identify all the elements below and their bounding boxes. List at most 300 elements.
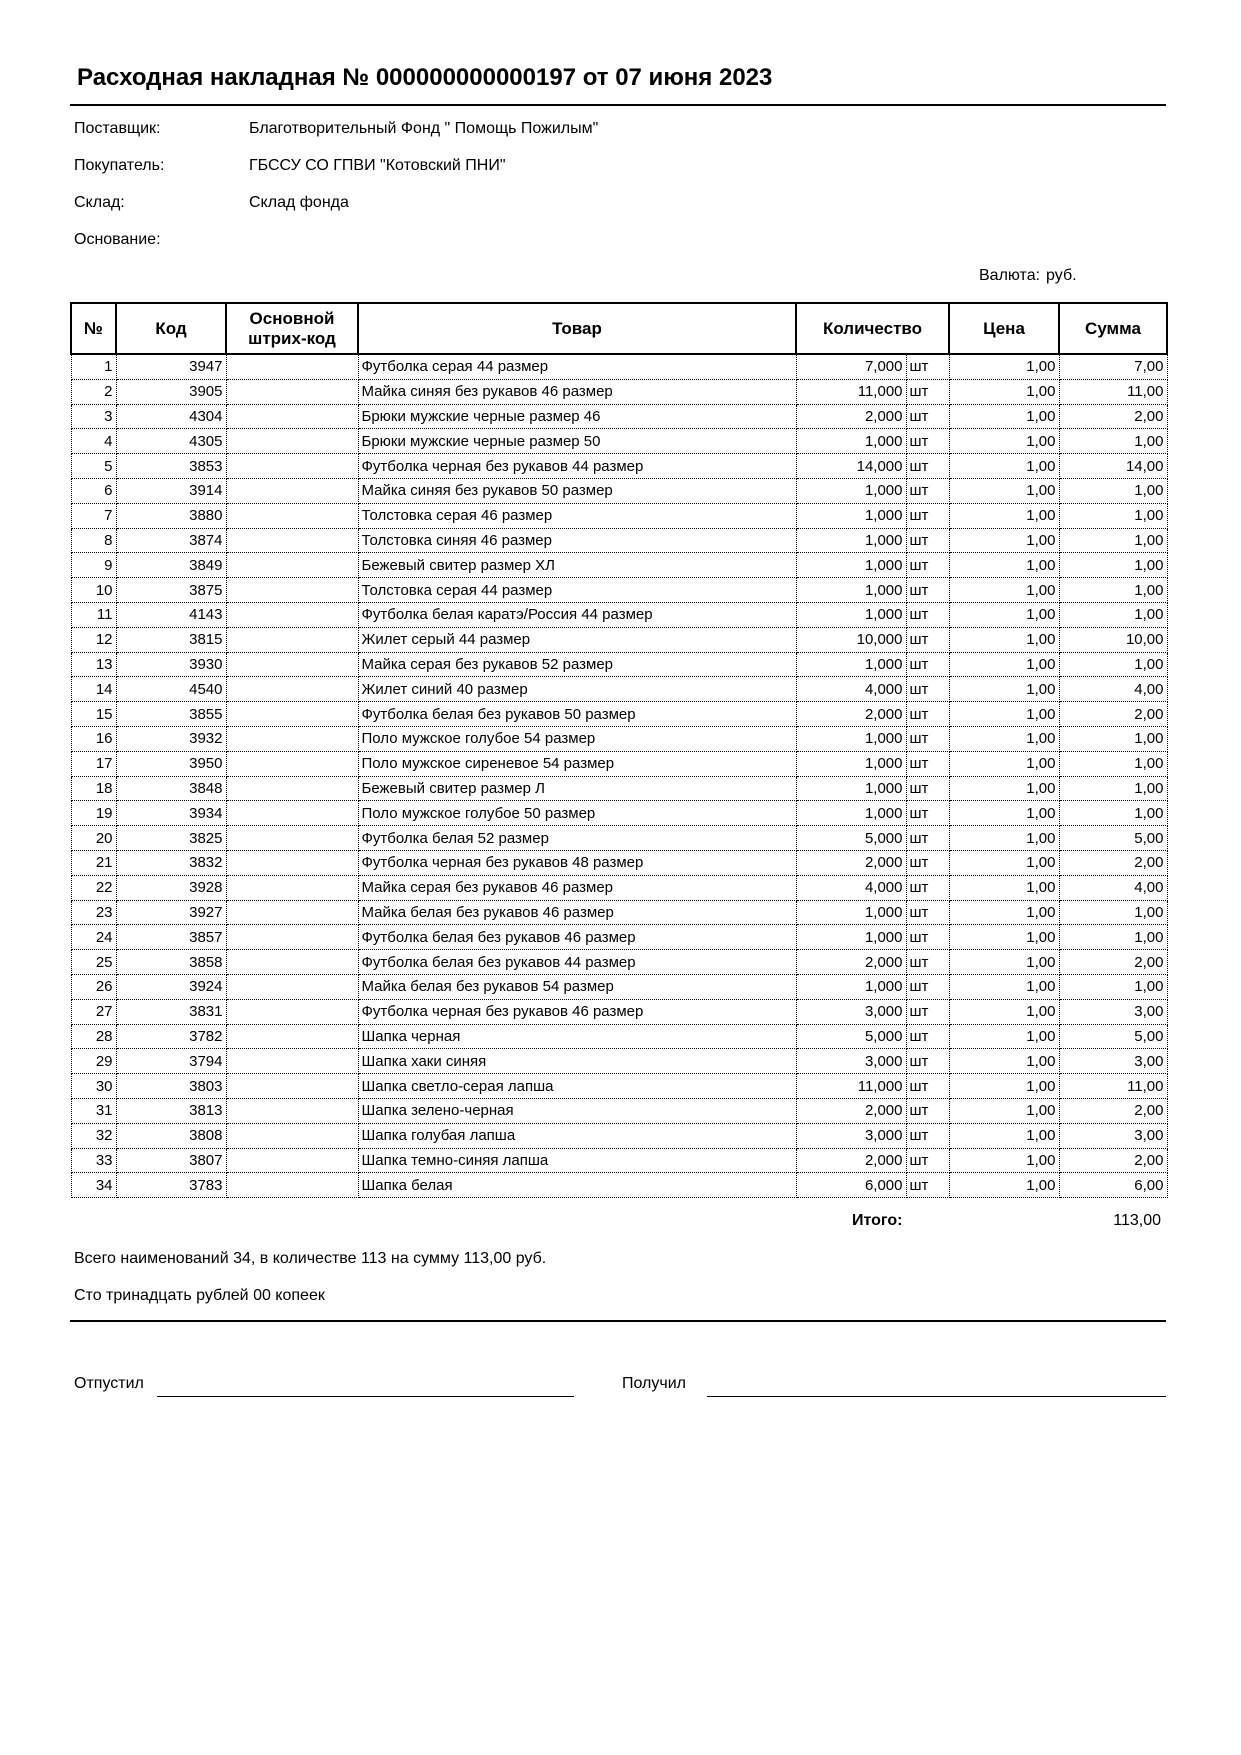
cell-unit: шт bbox=[906, 528, 949, 553]
document-title: Расходная накладная № 000000000000197 от 07 июня 2023 bbox=[77, 64, 773, 91]
table-row bbox=[71, 950, 1167, 975]
cell-barcode bbox=[226, 1049, 358, 1074]
cell-num: 14 bbox=[71, 677, 116, 702]
cell-price: 1,00 bbox=[949, 1024, 1059, 1049]
cell-unit: шт bbox=[906, 1148, 949, 1173]
table-row bbox=[71, 379, 1167, 404]
cell-qty: 1,000 bbox=[796, 503, 906, 528]
total-label: Итого: bbox=[852, 1212, 903, 1229]
cell-num: 21 bbox=[71, 850, 116, 875]
cell-sum: 1,00 bbox=[1059, 751, 1167, 776]
table-row bbox=[71, 354, 1167, 379]
cell-price: 1,00 bbox=[949, 602, 1059, 627]
cell-num: 11 bbox=[71, 602, 116, 627]
cell-sum: 1,00 bbox=[1059, 726, 1167, 751]
cell-unit: шт bbox=[906, 478, 949, 503]
cell-num: 19 bbox=[71, 801, 116, 826]
cell-name: Майка белая без рукавов 46 размер bbox=[358, 900, 796, 925]
cell-sum: 1,00 bbox=[1059, 553, 1167, 578]
cell-sum: 1,00 bbox=[1059, 578, 1167, 603]
cell-name: Футболка белая без рукавов 46 размер bbox=[358, 925, 796, 950]
cell-price: 1,00 bbox=[949, 1098, 1059, 1123]
cell-barcode bbox=[226, 1024, 358, 1049]
cell-price: 1,00 bbox=[949, 379, 1059, 404]
cell-qty: 7,000 bbox=[796, 354, 906, 379]
cell-barcode bbox=[226, 974, 358, 999]
table-row bbox=[71, 726, 1167, 751]
cell-num: 1 bbox=[71, 354, 116, 379]
received-label: Получил bbox=[622, 1375, 686, 1392]
cell-barcode bbox=[226, 900, 358, 925]
cell-num: 18 bbox=[71, 776, 116, 801]
cell-code: 3831 bbox=[116, 999, 226, 1024]
cell-barcode bbox=[226, 677, 358, 702]
cell-code: 4304 bbox=[116, 404, 226, 429]
cell-num: 8 bbox=[71, 528, 116, 553]
cell-price: 1,00 bbox=[949, 454, 1059, 479]
cell-barcode bbox=[226, 950, 358, 975]
cell-name: Шапка зелено-черная bbox=[358, 1098, 796, 1123]
table-row bbox=[71, 429, 1167, 454]
cell-unit: шт bbox=[906, 454, 949, 479]
cell-price: 1,00 bbox=[949, 478, 1059, 503]
table-row bbox=[71, 1074, 1167, 1099]
cell-code: 3880 bbox=[116, 503, 226, 528]
cell-name: Поло мужское голубое 54 размер bbox=[358, 726, 796, 751]
cell-qty: 10,000 bbox=[796, 627, 906, 652]
cell-price: 1,00 bbox=[949, 578, 1059, 603]
cell-num: 29 bbox=[71, 1049, 116, 1074]
cell-unit: шт bbox=[906, 999, 949, 1024]
cell-price: 1,00 bbox=[949, 652, 1059, 677]
cell-qty: 1,000 bbox=[796, 776, 906, 801]
header-qty: Количество bbox=[796, 303, 949, 354]
header-num: № bbox=[71, 303, 116, 354]
cell-sum: 1,00 bbox=[1059, 528, 1167, 553]
table-header-row bbox=[71, 303, 1167, 354]
cell-sum: 5,00 bbox=[1059, 1024, 1167, 1049]
supplier-value: Благотворительный Фонд " Помощь Пожилым" bbox=[249, 120, 599, 137]
cell-sum: 4,00 bbox=[1059, 677, 1167, 702]
items-table bbox=[70, 302, 1168, 1198]
table-row bbox=[71, 1024, 1167, 1049]
cell-code: 3808 bbox=[116, 1123, 226, 1148]
cell-barcode bbox=[226, 553, 358, 578]
amount-in-words: Сто тринадцать рублей 00 копеек bbox=[74, 1287, 325, 1304]
table-row bbox=[71, 553, 1167, 578]
table-row bbox=[71, 1098, 1167, 1123]
table-row bbox=[71, 999, 1167, 1024]
cell-name: Бежевый свитер размер Л bbox=[358, 776, 796, 801]
cell-barcode bbox=[226, 1173, 358, 1198]
cell-code: 3934 bbox=[116, 801, 226, 826]
cell-barcode bbox=[226, 478, 358, 503]
cell-name: Футболка белая без рукавов 50 размер bbox=[358, 702, 796, 727]
table-row bbox=[71, 454, 1167, 479]
cell-name: Футболка черная без рукавов 48 размер bbox=[358, 850, 796, 875]
cell-num: 33 bbox=[71, 1148, 116, 1173]
cell-barcode bbox=[226, 776, 358, 801]
cell-sum: 2,00 bbox=[1059, 950, 1167, 975]
cell-code: 3950 bbox=[116, 751, 226, 776]
cell-unit: шт bbox=[906, 1049, 949, 1074]
cell-name: Футболка белая без рукавов 44 размер bbox=[358, 950, 796, 975]
cell-name: Майка синяя без рукавов 50 размер bbox=[358, 478, 796, 503]
cell-unit: шт bbox=[906, 553, 949, 578]
cell-price: 1,00 bbox=[949, 751, 1059, 776]
cell-sum: 2,00 bbox=[1059, 1148, 1167, 1173]
cell-num: 30 bbox=[71, 1074, 116, 1099]
cell-sum: 3,00 bbox=[1059, 1123, 1167, 1148]
cell-code: 3905 bbox=[116, 379, 226, 404]
cell-qty: 4,000 bbox=[796, 875, 906, 900]
cell-unit: шт bbox=[906, 726, 949, 751]
cell-name: Футболка белая 52 размер bbox=[358, 826, 796, 851]
table-row bbox=[71, 702, 1167, 727]
cell-num: 3 bbox=[71, 404, 116, 429]
cell-barcode bbox=[226, 627, 358, 652]
cell-price: 1,00 bbox=[949, 627, 1059, 652]
cell-sum: 1,00 bbox=[1059, 602, 1167, 627]
table-row bbox=[71, 850, 1167, 875]
cell-qty: 2,000 bbox=[796, 850, 906, 875]
cell-qty: 3,000 bbox=[796, 1123, 906, 1148]
header-sum: Сумма bbox=[1059, 303, 1167, 354]
cell-name: Майка белая без рукавов 54 размер bbox=[358, 974, 796, 999]
released-label: Отпустил bbox=[74, 1375, 144, 1392]
cell-qty: 2,000 bbox=[796, 1148, 906, 1173]
table-body bbox=[71, 354, 1167, 1198]
cell-qty: 4,000 bbox=[796, 677, 906, 702]
cell-num: 23 bbox=[71, 900, 116, 925]
header-price: Цена bbox=[949, 303, 1059, 354]
cell-qty: 1,000 bbox=[796, 553, 906, 578]
cell-price: 1,00 bbox=[949, 1148, 1059, 1173]
cell-unit: шт bbox=[906, 950, 949, 975]
cell-barcode bbox=[226, 875, 358, 900]
cell-price: 1,00 bbox=[949, 900, 1059, 925]
cell-num: 17 bbox=[71, 751, 116, 776]
header-barcode-line1: Основной bbox=[249, 308, 335, 328]
cell-price: 1,00 bbox=[949, 677, 1059, 702]
cell-sum: 3,00 bbox=[1059, 1049, 1167, 1074]
cell-num: 16 bbox=[71, 726, 116, 751]
cell-unit: шт bbox=[906, 875, 949, 900]
header-barcode-line2: штрих-код bbox=[248, 328, 336, 348]
cell-barcode bbox=[226, 826, 358, 851]
cell-qty: 3,000 bbox=[796, 1049, 906, 1074]
cell-unit: шт bbox=[906, 677, 949, 702]
cell-sum: 6,00 bbox=[1059, 1173, 1167, 1198]
cell-qty: 1,000 bbox=[796, 801, 906, 826]
cell-qty: 1,000 bbox=[796, 900, 906, 925]
cell-num: 31 bbox=[71, 1098, 116, 1123]
cell-qty: 1,000 bbox=[796, 974, 906, 999]
cell-sum: 14,00 bbox=[1059, 454, 1167, 479]
cell-unit: шт bbox=[906, 1098, 949, 1123]
currency-label: Валюта: bbox=[979, 267, 1041, 284]
cell-barcode bbox=[226, 1098, 358, 1123]
cell-unit: шт bbox=[906, 429, 949, 454]
cell-price: 1,00 bbox=[949, 354, 1059, 379]
cell-unit: шт bbox=[906, 925, 949, 950]
cell-sum: 11,00 bbox=[1059, 379, 1167, 404]
cell-barcode bbox=[226, 726, 358, 751]
cell-name: Брюки мужские черные размер 46 bbox=[358, 404, 796, 429]
cell-barcode bbox=[226, 578, 358, 603]
cell-name: Толстовка серая 46 размер bbox=[358, 503, 796, 528]
cell-qty: 11,000 bbox=[796, 379, 906, 404]
summary-text: Всего наименований 34, в количестве 113 на сумму 113,00 руб. bbox=[74, 1250, 547, 1267]
cell-price: 1,00 bbox=[949, 776, 1059, 801]
cell-price: 1,00 bbox=[949, 999, 1059, 1024]
cell-num: 32 bbox=[71, 1123, 116, 1148]
cell-qty: 3,000 bbox=[796, 999, 906, 1024]
cell-code: 4305 bbox=[116, 429, 226, 454]
cell-unit: шт bbox=[906, 776, 949, 801]
cell-name: Майка серая без рукавов 52 размер bbox=[358, 652, 796, 677]
cell-qty: 1,000 bbox=[796, 528, 906, 553]
cell-qty: 1,000 bbox=[796, 751, 906, 776]
cell-price: 1,00 bbox=[949, 553, 1059, 578]
cell-barcode bbox=[226, 404, 358, 429]
cell-code: 4143 bbox=[116, 602, 226, 627]
table-row bbox=[71, 652, 1167, 677]
cell-unit: шт bbox=[906, 751, 949, 776]
warehouse-label: Склад: bbox=[74, 194, 125, 211]
currency bbox=[979, 267, 1077, 285]
cell-name: Майка синяя без рукавов 46 размер bbox=[358, 379, 796, 404]
cell-unit: шт bbox=[906, 354, 949, 379]
cell-sum: 2,00 bbox=[1059, 1098, 1167, 1123]
cell-code: 3832 bbox=[116, 850, 226, 875]
cell-unit: шт bbox=[906, 1024, 949, 1049]
cell-unit: шт bbox=[906, 652, 949, 677]
cell-num: 28 bbox=[71, 1024, 116, 1049]
cell-barcode bbox=[226, 751, 358, 776]
table-row bbox=[71, 1123, 1167, 1148]
cell-name: Футболка белая каратэ/Россия 44 размер bbox=[358, 602, 796, 627]
cell-qty: 14,000 bbox=[796, 454, 906, 479]
cell-price: 1,00 bbox=[949, 726, 1059, 751]
cell-code: 3914 bbox=[116, 478, 226, 503]
cell-num: 6 bbox=[71, 478, 116, 503]
cell-name: Футболка черная без рукавов 44 размер bbox=[358, 454, 796, 479]
cell-name: Брюки мужские черные размер 50 bbox=[358, 429, 796, 454]
cell-price: 1,00 bbox=[949, 1049, 1059, 1074]
cell-qty: 2,000 bbox=[796, 702, 906, 727]
cell-price: 1,00 bbox=[949, 925, 1059, 950]
cell-num: 26 bbox=[71, 974, 116, 999]
cell-qty: 1,000 bbox=[796, 602, 906, 627]
cell-name: Шапка белая bbox=[358, 1173, 796, 1198]
cell-code: 3782 bbox=[116, 1024, 226, 1049]
buyer-label: Покупатель: bbox=[74, 157, 165, 174]
title-divider bbox=[70, 104, 1166, 106]
cell-barcode bbox=[226, 1123, 358, 1148]
cell-num: 25 bbox=[71, 950, 116, 975]
warehouse-value: Склад фонда bbox=[249, 194, 349, 211]
cell-name: Шапка темно-синяя лапша bbox=[358, 1148, 796, 1173]
cell-unit: шт bbox=[906, 1173, 949, 1198]
cell-price: 1,00 bbox=[949, 404, 1059, 429]
released-signature-line bbox=[157, 1396, 574, 1397]
cell-qty: 5,000 bbox=[796, 1024, 906, 1049]
cell-barcode bbox=[226, 1074, 358, 1099]
header-barcode bbox=[226, 303, 358, 354]
cell-num: 4 bbox=[71, 429, 116, 454]
cell-unit: шт bbox=[906, 404, 949, 429]
cell-code: 3932 bbox=[116, 726, 226, 751]
cell-barcode bbox=[226, 503, 358, 528]
cell-name: Толстовка серая 44 размер bbox=[358, 578, 796, 603]
cell-qty: 1,000 bbox=[796, 578, 906, 603]
cell-unit: шт bbox=[906, 974, 949, 999]
cell-code: 3813 bbox=[116, 1098, 226, 1123]
cell-sum: 7,00 bbox=[1059, 354, 1167, 379]
table-row bbox=[71, 801, 1167, 826]
table-row bbox=[71, 1173, 1167, 1198]
cell-num: 12 bbox=[71, 627, 116, 652]
cell-name: Бежевый свитер размер ХЛ bbox=[358, 553, 796, 578]
cell-sum: 1,00 bbox=[1059, 776, 1167, 801]
cell-unit: шт bbox=[906, 1074, 949, 1099]
cell-num: 27 bbox=[71, 999, 116, 1024]
received-signature-line bbox=[707, 1396, 1166, 1397]
table-row bbox=[71, 925, 1167, 950]
cell-barcode bbox=[226, 925, 358, 950]
cell-code: 3930 bbox=[116, 652, 226, 677]
cell-sum: 1,00 bbox=[1059, 478, 1167, 503]
cell-name: Майка серая без рукавов 46 размер bbox=[358, 875, 796, 900]
cell-barcode bbox=[226, 652, 358, 677]
cell-barcode bbox=[226, 354, 358, 379]
cell-unit: шт bbox=[906, 801, 949, 826]
cell-qty: 1,000 bbox=[796, 478, 906, 503]
cell-name: Толстовка синяя 46 размер bbox=[358, 528, 796, 553]
cell-num: 34 bbox=[71, 1173, 116, 1198]
cell-qty: 2,000 bbox=[796, 404, 906, 429]
cell-name: Шапка голубая лапша bbox=[358, 1123, 796, 1148]
table-row bbox=[71, 677, 1167, 702]
cell-qty: 1,000 bbox=[796, 429, 906, 454]
cell-qty: 11,000 bbox=[796, 1074, 906, 1099]
cell-price: 1,00 bbox=[949, 503, 1059, 528]
cell-price: 1,00 bbox=[949, 950, 1059, 975]
cell-price: 1,00 bbox=[949, 875, 1059, 900]
cell-sum: 3,00 bbox=[1059, 999, 1167, 1024]
cell-num: 13 bbox=[71, 652, 116, 677]
table-row bbox=[71, 974, 1167, 999]
cell-barcode bbox=[226, 850, 358, 875]
cell-sum: 1,00 bbox=[1059, 925, 1167, 950]
table-row bbox=[71, 751, 1167, 776]
cell-sum: 5,00 bbox=[1059, 826, 1167, 851]
cell-price: 1,00 bbox=[949, 528, 1059, 553]
cell-sum: 1,00 bbox=[1059, 503, 1167, 528]
cell-num: 15 bbox=[71, 702, 116, 727]
cell-code: 3807 bbox=[116, 1148, 226, 1173]
cell-code: 3924 bbox=[116, 974, 226, 999]
cell-sum: 2,00 bbox=[1059, 404, 1167, 429]
cell-qty: 2,000 bbox=[796, 950, 906, 975]
cell-unit: шт bbox=[906, 702, 949, 727]
cell-price: 1,00 bbox=[949, 826, 1059, 851]
cell-name: Поло мужское голубое 50 размер bbox=[358, 801, 796, 826]
cell-sum: 11,00 bbox=[1059, 1074, 1167, 1099]
cell-barcode bbox=[226, 999, 358, 1024]
cell-code: 3928 bbox=[116, 875, 226, 900]
cell-price: 1,00 bbox=[949, 1173, 1059, 1198]
cell-name: Шапка хаки синяя bbox=[358, 1049, 796, 1074]
table-row bbox=[71, 900, 1167, 925]
cell-sum: 1,00 bbox=[1059, 429, 1167, 454]
cell-price: 1,00 bbox=[949, 850, 1059, 875]
cell-name: Жилет серый 44 размер bbox=[358, 627, 796, 652]
cell-code: 3857 bbox=[116, 925, 226, 950]
cell-price: 1,00 bbox=[949, 974, 1059, 999]
cell-code: 3849 bbox=[116, 553, 226, 578]
cell-unit: шт bbox=[906, 900, 949, 925]
table-row bbox=[71, 1049, 1167, 1074]
cell-num: 24 bbox=[71, 925, 116, 950]
cell-barcode bbox=[226, 379, 358, 404]
cell-qty: 6,000 bbox=[796, 1173, 906, 1198]
cell-sum: 10,00 bbox=[1059, 627, 1167, 652]
cell-sum: 1,00 bbox=[1059, 974, 1167, 999]
cell-name: Поло мужское сиреневое 54 размер bbox=[358, 751, 796, 776]
cell-price: 1,00 bbox=[949, 1123, 1059, 1148]
table-row bbox=[71, 528, 1167, 553]
cell-barcode bbox=[226, 429, 358, 454]
cell-code: 3803 bbox=[116, 1074, 226, 1099]
cell-qty: 1,000 bbox=[796, 652, 906, 677]
cell-qty: 1,000 bbox=[796, 925, 906, 950]
table-row bbox=[71, 478, 1167, 503]
cell-name: Жилет синий 40 размер bbox=[358, 677, 796, 702]
cell-sum: 2,00 bbox=[1059, 702, 1167, 727]
cell-price: 1,00 bbox=[949, 1074, 1059, 1099]
cell-num: 10 bbox=[71, 578, 116, 603]
cell-num: 2 bbox=[71, 379, 116, 404]
table-row bbox=[71, 602, 1167, 627]
cell-unit: шт bbox=[906, 503, 949, 528]
cell-qty: 2,000 bbox=[796, 1098, 906, 1123]
cell-qty: 5,000 bbox=[796, 826, 906, 851]
cell-unit: шт bbox=[906, 578, 949, 603]
cell-code: 3853 bbox=[116, 454, 226, 479]
total-value: 113,00 bbox=[1113, 1212, 1161, 1229]
header-name: Товар bbox=[358, 303, 796, 354]
cell-unit: шт bbox=[906, 602, 949, 627]
cell-name: Шапка черная bbox=[358, 1024, 796, 1049]
cell-num: 5 bbox=[71, 454, 116, 479]
cell-price: 1,00 bbox=[949, 801, 1059, 826]
cell-num: 9 bbox=[71, 553, 116, 578]
cell-name: Шапка светло-серая лапша bbox=[358, 1074, 796, 1099]
cell-code: 3855 bbox=[116, 702, 226, 727]
table-row bbox=[71, 776, 1167, 801]
cell-num: 20 bbox=[71, 826, 116, 851]
cell-code: 3794 bbox=[116, 1049, 226, 1074]
cell-code: 3858 bbox=[116, 950, 226, 975]
cell-code: 3927 bbox=[116, 900, 226, 925]
cell-name: Футболка серая 44 размер bbox=[358, 354, 796, 379]
cell-name: Футболка черная без рукавов 46 размер bbox=[358, 999, 796, 1024]
cell-unit: шт bbox=[906, 379, 949, 404]
table-row bbox=[71, 627, 1167, 652]
cell-barcode bbox=[226, 454, 358, 479]
